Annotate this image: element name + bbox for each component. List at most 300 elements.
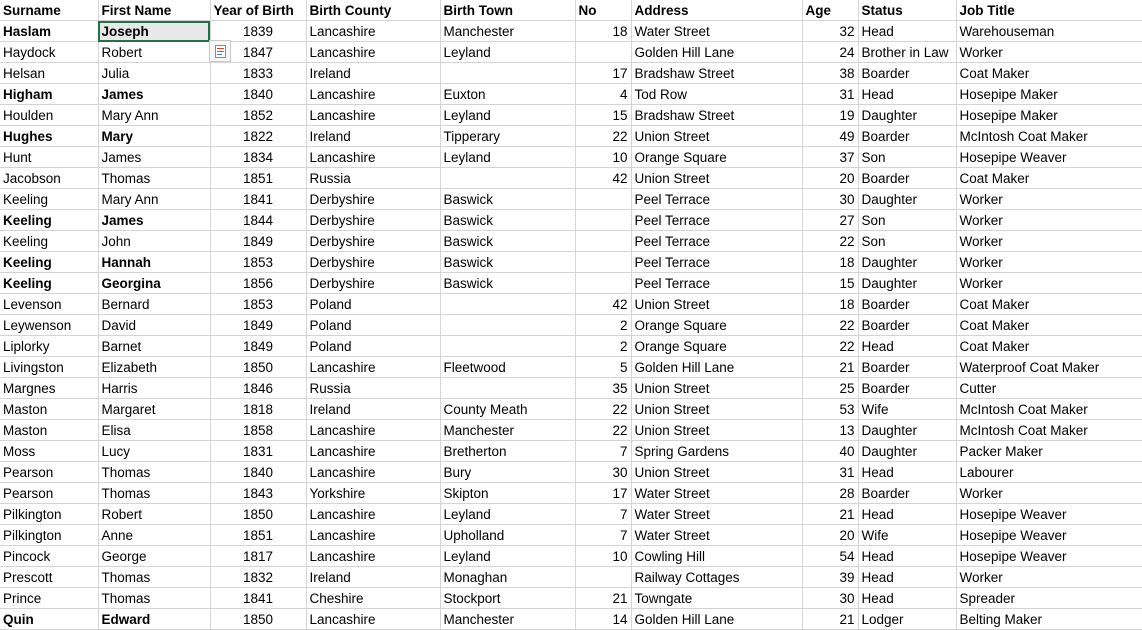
cell-no[interactable]: 22: [575, 420, 631, 441]
cell-status[interactable]: Lodger: [858, 609, 956, 630]
cell-address[interactable]: Peel Terrace: [631, 231, 802, 252]
cell-first-name[interactable]: Lucy: [98, 441, 210, 462]
cell-birth-county[interactable]: Derbyshire: [306, 189, 440, 210]
cell-year-of-birth[interactable]: 1833: [210, 63, 306, 84]
cell-age[interactable]: 28: [802, 483, 858, 504]
cell-surname[interactable]: Prescott: [0, 567, 98, 588]
cell-birth-town[interactable]: [440, 168, 575, 189]
cell-no[interactable]: 18: [575, 21, 631, 42]
cell-age[interactable]: 53: [802, 399, 858, 420]
cell-birth-town[interactable]: Bretherton: [440, 441, 575, 462]
cell-surname[interactable]: Pearson: [0, 462, 98, 483]
cell-address[interactable]: Orange Square: [631, 336, 802, 357]
cell-surname[interactable]: Pincock: [0, 546, 98, 567]
cell-age[interactable]: 31: [802, 462, 858, 483]
cell-no[interactable]: 7: [575, 504, 631, 525]
cell-age[interactable]: 49: [802, 126, 858, 147]
cell-age[interactable]: 15: [802, 273, 858, 294]
cell-surname[interactable]: Prince: [0, 588, 98, 609]
cell-address[interactable]: Water Street: [631, 21, 802, 42]
cell-job-title[interactable]: Hosepipe Weaver: [956, 525, 1142, 546]
cell-status[interactable]: Head: [858, 546, 956, 567]
cell-status[interactable]: Daughter: [858, 273, 956, 294]
cell-year-of-birth[interactable]: 1822: [210, 126, 306, 147]
cell-age[interactable]: 27: [802, 210, 858, 231]
cell-address[interactable]: Water Street: [631, 504, 802, 525]
cell-birth-town[interactable]: Baswick: [440, 231, 575, 252]
cell-no[interactable]: 21: [575, 588, 631, 609]
cell-first-name[interactable]: Joseph: [98, 21, 210, 42]
cell-year-of-birth[interactable]: 1850: [210, 609, 306, 630]
cell-no[interactable]: 42: [575, 294, 631, 315]
cell-birth-county[interactable]: Derbyshire: [306, 210, 440, 231]
cell-surname[interactable]: Moss: [0, 441, 98, 462]
cell-job-title[interactable]: Coat Maker: [956, 63, 1142, 84]
cell-age[interactable]: 18: [802, 252, 858, 273]
cell-address[interactable]: Water Street: [631, 525, 802, 546]
cell-first-name[interactable]: Thomas: [98, 168, 210, 189]
cell-age[interactable]: 21: [802, 357, 858, 378]
cell-no[interactable]: [575, 252, 631, 273]
cell-year-of-birth[interactable]: 1843: [210, 483, 306, 504]
cell-surname[interactable]: Helsan: [0, 63, 98, 84]
cell-job-title[interactable]: Labourer: [956, 462, 1142, 483]
cell-no[interactable]: 35: [575, 378, 631, 399]
cell-job-title[interactable]: Hosepipe Weaver: [956, 147, 1142, 168]
cell-first-name[interactable]: Harris: [98, 378, 210, 399]
cell-job-title[interactable]: Waterproof Coat Maker: [956, 357, 1142, 378]
cell-no[interactable]: 2: [575, 315, 631, 336]
cell-year-of-birth[interactable]: 1818: [210, 399, 306, 420]
cell-job-title[interactable]: Worker: [956, 210, 1142, 231]
column-header-address[interactable]: Address: [631, 0, 802, 21]
cell-status[interactable]: Daughter: [858, 441, 956, 462]
cell-job-title[interactable]: Worker: [956, 567, 1142, 588]
cell-age[interactable]: 18: [802, 294, 858, 315]
cell-status[interactable]: Head: [858, 84, 956, 105]
cell-status[interactable]: Boarder: [858, 63, 956, 84]
cell-address[interactable]: Union Street: [631, 294, 802, 315]
cell-status[interactable]: Boarder: [858, 294, 956, 315]
cell-address[interactable]: Union Street: [631, 462, 802, 483]
cell-first-name[interactable]: Thomas: [98, 588, 210, 609]
cell-year-of-birth[interactable]: 1832: [210, 567, 306, 588]
cell-first-name[interactable]: Bernard: [98, 294, 210, 315]
cell-birth-county[interactable]: Lancashire: [306, 609, 440, 630]
cell-no[interactable]: 10: [575, 546, 631, 567]
cell-year-of-birth[interactable]: 1841: [210, 588, 306, 609]
cell-first-name[interactable]: Thomas: [98, 483, 210, 504]
cell-first-name[interactable]: George: [98, 546, 210, 567]
cell-job-title[interactable]: Worker: [956, 231, 1142, 252]
cell-surname[interactable]: Keeling: [0, 231, 98, 252]
cell-year-of-birth[interactable]: 1852: [210, 105, 306, 126]
cell-year-of-birth[interactable]: 1831: [210, 441, 306, 462]
cell-first-name[interactable]: Georgina: [98, 273, 210, 294]
cell-year-of-birth[interactable]: 1841: [210, 189, 306, 210]
cell-status[interactable]: Boarder: [858, 126, 956, 147]
cell-first-name[interactable]: Elizabeth: [98, 357, 210, 378]
cell-birth-county[interactable]: Lancashire: [306, 42, 440, 63]
cell-address[interactable]: Bradshaw Street: [631, 63, 802, 84]
column-header-job-title[interactable]: Job Title: [956, 0, 1142, 21]
cell-birth-town[interactable]: Leyland: [440, 546, 575, 567]
cell-year-of-birth[interactable]: 1853: [210, 252, 306, 273]
cell-birth-county[interactable]: Ireland: [306, 567, 440, 588]
cell-birth-county[interactable]: Lancashire: [306, 504, 440, 525]
cell-age[interactable]: 13: [802, 420, 858, 441]
cell-birth-town[interactable]: Leyland: [440, 105, 575, 126]
cell-no[interactable]: 14: [575, 609, 631, 630]
cell-birth-county[interactable]: Ireland: [306, 399, 440, 420]
cell-no[interactable]: 22: [575, 126, 631, 147]
cell-year-of-birth[interactable]: 1856: [210, 273, 306, 294]
cell-no[interactable]: 4: [575, 84, 631, 105]
cell-birth-town[interactable]: [440, 336, 575, 357]
cell-birth-county[interactable]: Lancashire: [306, 420, 440, 441]
cell-address[interactable]: Union Street: [631, 126, 802, 147]
cell-first-name[interactable]: Robert: [98, 42, 210, 63]
column-header-no[interactable]: No: [575, 0, 631, 21]
cell-birth-town[interactable]: Upholland: [440, 525, 575, 546]
cell-birth-town[interactable]: Baswick: [440, 189, 575, 210]
cell-status[interactable]: Wife: [858, 525, 956, 546]
cell-no[interactable]: 5: [575, 357, 631, 378]
cell-no[interactable]: [575, 189, 631, 210]
cell-no[interactable]: 7: [575, 441, 631, 462]
cell-year-of-birth[interactable]: 1851: [210, 525, 306, 546]
cell-no[interactable]: [575, 273, 631, 294]
cell-birth-town[interactable]: County Meath: [440, 399, 575, 420]
cell-first-name[interactable]: John: [98, 231, 210, 252]
cell-year-of-birth[interactable]: 1846: [210, 378, 306, 399]
cell-birth-county[interactable]: Lancashire: [306, 84, 440, 105]
cell-surname[interactable]: Maston: [0, 399, 98, 420]
cell-job-title[interactable]: Belting Maker: [956, 609, 1142, 630]
cell-birth-town[interactable]: Manchester: [440, 420, 575, 441]
cell-status[interactable]: Head: [858, 462, 956, 483]
cell-birth-town[interactable]: Baswick: [440, 210, 575, 231]
cell-status[interactable]: Head: [858, 336, 956, 357]
cell-status[interactable]: Wife: [858, 399, 956, 420]
cell-surname[interactable]: Leywenson: [0, 315, 98, 336]
cell-birth-county[interactable]: Poland: [306, 336, 440, 357]
cell-birth-town[interactable]: Manchester: [440, 21, 575, 42]
cell-status[interactable]: Boarder: [858, 315, 956, 336]
cell-birth-town[interactable]: [440, 294, 575, 315]
cell-no[interactable]: 7: [575, 525, 631, 546]
cell-job-title[interactable]: Hosepipe Maker: [956, 105, 1142, 126]
cell-first-name[interactable]: Julia: [98, 63, 210, 84]
cell-year-of-birth[interactable]: 1840: [210, 84, 306, 105]
cell-age[interactable]: 40: [802, 441, 858, 462]
cell-surname[interactable]: Quin: [0, 609, 98, 630]
cell-surname[interactable]: Pearson: [0, 483, 98, 504]
cell-first-name[interactable]: David: [98, 315, 210, 336]
cell-surname[interactable]: Livingston: [0, 357, 98, 378]
cell-birth-county[interactable]: Lancashire: [306, 441, 440, 462]
cell-no[interactable]: 22: [575, 399, 631, 420]
cell-age[interactable]: 54: [802, 546, 858, 567]
column-header-first-name[interactable]: First Name: [98, 0, 210, 21]
cell-job-title[interactable]: Worker: [956, 483, 1142, 504]
cell-status[interactable]: Son: [858, 147, 956, 168]
cell-status[interactable]: Daughter: [858, 105, 956, 126]
cell-birth-county[interactable]: Lancashire: [306, 546, 440, 567]
cell-job-title[interactable]: Worker: [956, 252, 1142, 273]
cell-age[interactable]: 31: [802, 84, 858, 105]
cell-birth-town[interactable]: Skipton: [440, 483, 575, 504]
cell-surname[interactable]: Keeling: [0, 210, 98, 231]
cell-birth-town[interactable]: [440, 315, 575, 336]
cell-birth-county[interactable]: Ireland: [306, 63, 440, 84]
cell-birth-town[interactable]: Monaghan: [440, 567, 575, 588]
cell-job-title[interactable]: Worker: [956, 42, 1142, 63]
cell-first-name[interactable]: Mary Ann: [98, 189, 210, 210]
cell-surname[interactable]: Hughes: [0, 126, 98, 147]
cell-no[interactable]: 17: [575, 63, 631, 84]
cell-age[interactable]: 20: [802, 525, 858, 546]
cell-no[interactable]: [575, 231, 631, 252]
column-header-age[interactable]: Age: [802, 0, 858, 21]
cell-surname[interactable]: Haslam: [0, 21, 98, 42]
cell-year-of-birth[interactable]: 1858: [210, 420, 306, 441]
cell-status[interactable]: Head: [858, 21, 956, 42]
cell-age[interactable]: 20: [802, 168, 858, 189]
cell-birth-county[interactable]: Lancashire: [306, 105, 440, 126]
cell-year-of-birth[interactable]: 1847: [210, 42, 306, 63]
cell-address[interactable]: Union Street: [631, 378, 802, 399]
cell-birth-county[interactable]: Russia: [306, 378, 440, 399]
cell-birth-town[interactable]: Manchester: [440, 609, 575, 630]
cell-age[interactable]: 22: [802, 336, 858, 357]
cell-year-of-birth[interactable]: 1834: [210, 147, 306, 168]
cell-surname[interactable]: Haydock: [0, 42, 98, 63]
cell-address[interactable]: Tod Row: [631, 84, 802, 105]
cell-birth-town[interactable]: [440, 378, 575, 399]
cell-first-name[interactable]: James: [98, 210, 210, 231]
cell-birth-county[interactable]: Lancashire: [306, 357, 440, 378]
cell-status[interactable]: Daughter: [858, 420, 956, 441]
cell-no[interactable]: [575, 567, 631, 588]
cell-birth-county[interactable]: Russia: [306, 168, 440, 189]
cell-year-of-birth[interactable]: 1849: [210, 336, 306, 357]
cell-birth-town[interactable]: Baswick: [440, 252, 575, 273]
cell-job-title[interactable]: Hosepipe Weaver: [956, 504, 1142, 525]
cell-surname[interactable]: Liplorky: [0, 336, 98, 357]
cell-address[interactable]: Spring Gardens: [631, 441, 802, 462]
cell-job-title[interactable]: Cutter: [956, 378, 1142, 399]
cell-surname[interactable]: Pilkington: [0, 504, 98, 525]
cell-birth-town[interactable]: Euxton: [440, 84, 575, 105]
cell-birth-county[interactable]: Ireland: [306, 126, 440, 147]
column-header-status[interactable]: Status: [858, 0, 956, 21]
cell-surname[interactable]: Houlden: [0, 105, 98, 126]
cell-birth-town[interactable]: [440, 63, 575, 84]
cell-address[interactable]: Union Street: [631, 168, 802, 189]
cell-age[interactable]: 24: [802, 42, 858, 63]
cell-first-name[interactable]: James: [98, 84, 210, 105]
cell-birth-county[interactable]: Poland: [306, 294, 440, 315]
cell-first-name[interactable]: James: [98, 147, 210, 168]
cell-surname[interactable]: Levenson: [0, 294, 98, 315]
cell-birth-county[interactable]: Derbyshire: [306, 231, 440, 252]
cell-birth-town[interactable]: Leyland: [440, 147, 575, 168]
cell-age[interactable]: 21: [802, 609, 858, 630]
cell-first-name[interactable]: Barnet: [98, 336, 210, 357]
cell-age[interactable]: 30: [802, 189, 858, 210]
cell-age[interactable]: 37: [802, 147, 858, 168]
cell-surname[interactable]: Pilkington: [0, 525, 98, 546]
cell-year-of-birth[interactable]: 1850: [210, 357, 306, 378]
cell-address[interactable]: Peel Terrace: [631, 273, 802, 294]
cell-age[interactable]: 19: [802, 105, 858, 126]
cell-first-name[interactable]: Edward: [98, 609, 210, 630]
cell-age[interactable]: 38: [802, 63, 858, 84]
cell-year-of-birth[interactable]: 1844: [210, 210, 306, 231]
cell-year-of-birth[interactable]: 1851: [210, 168, 306, 189]
cell-address[interactable]: Railway Cottages: [631, 567, 802, 588]
cell-status[interactable]: Boarder: [858, 378, 956, 399]
cell-first-name[interactable]: Thomas: [98, 567, 210, 588]
cell-job-title[interactable]: Coat Maker: [956, 336, 1142, 357]
cell-surname[interactable]: Higham: [0, 84, 98, 105]
cell-status[interactable]: Head: [858, 588, 956, 609]
cell-age[interactable]: 22: [802, 315, 858, 336]
cell-first-name[interactable]: Mary: [98, 126, 210, 147]
cell-address[interactable]: Peel Terrace: [631, 210, 802, 231]
cell-birth-county[interactable]: Derbyshire: [306, 252, 440, 273]
column-header-year-of-birth[interactable]: Year of Birth: [210, 0, 306, 21]
cell-job-title[interactable]: McIntosh Coat Maker: [956, 399, 1142, 420]
cell-birth-town[interactable]: Leyland: [440, 504, 575, 525]
cell-job-title[interactable]: McIntosh Coat Maker: [956, 126, 1142, 147]
column-header-birth-county[interactable]: Birth County: [306, 0, 440, 21]
cell-no[interactable]: 15: [575, 105, 631, 126]
cell-age[interactable]: 21: [802, 504, 858, 525]
cell-first-name[interactable]: Thomas: [98, 462, 210, 483]
cell-status[interactable]: Daughter: [858, 189, 956, 210]
cell-job-title[interactable]: Packer Maker: [956, 441, 1142, 462]
cell-address[interactable]: Peel Terrace: [631, 252, 802, 273]
cell-address[interactable]: Orange Square: [631, 147, 802, 168]
cell-year-of-birth[interactable]: 1849: [210, 315, 306, 336]
cell-status[interactable]: Daughter: [858, 252, 956, 273]
cell-status[interactable]: Boarder: [858, 357, 956, 378]
cell-address[interactable]: Golden Hill Lane: [631, 609, 802, 630]
cell-surname[interactable]: Margnes: [0, 378, 98, 399]
cell-birth-county[interactable]: Lancashire: [306, 525, 440, 546]
cell-surname[interactable]: Keeling: [0, 189, 98, 210]
cell-age[interactable]: 30: [802, 588, 858, 609]
cell-year-of-birth[interactable]: 1840: [210, 462, 306, 483]
cell-first-name[interactable]: Hannah: [98, 252, 210, 273]
cell-birth-town[interactable]: Stockport: [440, 588, 575, 609]
cell-job-title[interactable]: Coat Maker: [956, 168, 1142, 189]
cell-surname[interactable]: Maston: [0, 420, 98, 441]
cell-age[interactable]: 39: [802, 567, 858, 588]
cell-no[interactable]: 2: [575, 336, 631, 357]
cell-age[interactable]: 32: [802, 21, 858, 42]
cell-job-title[interactable]: Hosepipe Maker: [956, 84, 1142, 105]
cell-status[interactable]: Head: [858, 504, 956, 525]
cell-birth-county[interactable]: Cheshire: [306, 588, 440, 609]
cell-year-of-birth[interactable]: 1850: [210, 504, 306, 525]
cell-age[interactable]: 22: [802, 231, 858, 252]
column-header-surname[interactable]: Surname: [0, 0, 98, 21]
cell-birth-town[interactable]: Leyland: [440, 42, 575, 63]
cell-birth-town[interactable]: Fleetwood: [440, 357, 575, 378]
cell-first-name[interactable]: Anne: [98, 525, 210, 546]
cell-job-title[interactable]: Worker: [956, 273, 1142, 294]
cell-no[interactable]: 42: [575, 168, 631, 189]
cell-first-name[interactable]: Margaret: [98, 399, 210, 420]
cell-job-title[interactable]: Worker: [956, 189, 1142, 210]
cell-address[interactable]: Union Street: [631, 420, 802, 441]
cell-birth-county[interactable]: Poland: [306, 315, 440, 336]
cell-birth-town[interactable]: Tipperary: [440, 126, 575, 147]
cell-status[interactable]: Head: [858, 567, 956, 588]
cell-birth-county[interactable]: Yorkshire: [306, 483, 440, 504]
cell-address[interactable]: Towngate: [631, 588, 802, 609]
cell-address[interactable]: Golden Hill Lane: [631, 42, 802, 63]
cell-job-title[interactable]: Coat Maker: [956, 315, 1142, 336]
cell-address[interactable]: Orange Square: [631, 315, 802, 336]
cell-address[interactable]: Union Street: [631, 399, 802, 420]
cell-address[interactable]: Bradshaw Street: [631, 105, 802, 126]
cell-surname[interactable]: Hunt: [0, 147, 98, 168]
cell-status[interactable]: Brother in Law: [858, 42, 956, 63]
cell-job-title[interactable]: Warehouseman: [956, 21, 1142, 42]
cell-first-name[interactable]: Mary Ann: [98, 105, 210, 126]
cell-status[interactable]: Boarder: [858, 168, 956, 189]
cell-no[interactable]: 10: [575, 147, 631, 168]
cell-birth-county[interactable]: Derbyshire: [306, 273, 440, 294]
cell-address[interactable]: Golden Hill Lane: [631, 357, 802, 378]
cell-address[interactable]: Peel Terrace: [631, 189, 802, 210]
cell-address[interactable]: Cowling Hill: [631, 546, 802, 567]
cell-job-title[interactable]: Hosepipe Weaver: [956, 546, 1142, 567]
cell-first-name[interactable]: Elisa: [98, 420, 210, 441]
cell-birth-county[interactable]: Lancashire: [306, 462, 440, 483]
cell-birth-county[interactable]: Lancashire: [306, 21, 440, 42]
cell-job-title[interactable]: Spreader: [956, 588, 1142, 609]
cell-age[interactable]: 25: [802, 378, 858, 399]
cell-year-of-birth[interactable]: 1839: [210, 21, 306, 42]
cell-year-of-birth[interactable]: 1853: [210, 294, 306, 315]
cell-no[interactable]: [575, 210, 631, 231]
cell-no[interactable]: 17: [575, 483, 631, 504]
cell-no[interactable]: 30: [575, 462, 631, 483]
cell-first-name[interactable]: Robert: [98, 504, 210, 525]
cell-job-title[interactable]: McIntosh Coat Maker: [956, 420, 1142, 441]
cell-birth-county[interactable]: Lancashire: [306, 147, 440, 168]
cell-status[interactable]: Boarder: [858, 483, 956, 504]
cell-year-of-birth[interactable]: 1817: [210, 546, 306, 567]
cell-surname[interactable]: Jacobson: [0, 168, 98, 189]
cell-status[interactable]: Son: [858, 210, 956, 231]
cell-job-title[interactable]: Coat Maker: [956, 294, 1142, 315]
cell-no[interactable]: [575, 42, 631, 63]
cell-surname[interactable]: Keeling: [0, 252, 98, 273]
cell-surname[interactable]: Keeling: [0, 273, 98, 294]
cell-address[interactable]: Water Street: [631, 483, 802, 504]
cell-status[interactable]: Son: [858, 231, 956, 252]
cell-birth-town[interactable]: Baswick: [440, 273, 575, 294]
paste-options-icon[interactable]: [209, 40, 231, 62]
cell-birth-town[interactable]: Bury: [440, 462, 575, 483]
column-header-birth-town[interactable]: Birth Town: [440, 0, 575, 21]
